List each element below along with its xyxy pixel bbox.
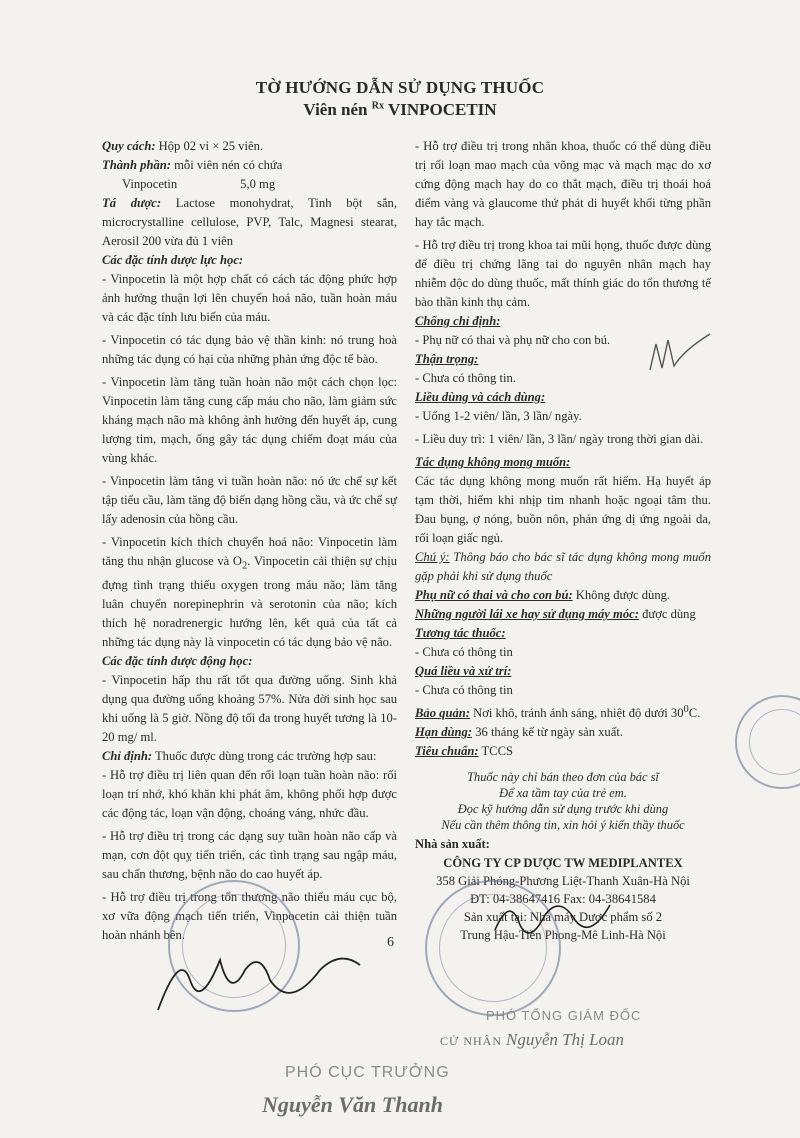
usage-notice: Thuốc này chỉ bán theo đơn của bác sĩ Để xa tầm tay của trẻ em. Đọc kỹ hướng dẫn sử dụng trước khi dùng Nếu cần thêm thông tin, xin hỏi ý kiến thầy thuốc bbox=[441, 770, 685, 833]
interaction-item: - Chưa có thông tin bbox=[415, 645, 513, 659]
storage-line: Bảo quản: Nơi khô, tránh ánh sáng, nhiệt độ dưới $30^0C$. bbox=[415, 704, 701, 721]
product-name: VINPOCETIN bbox=[387, 100, 497, 119]
note-line: Chú ý: Thông báo cho bác sĩ tác dụng không mong muốn gặp phải khi sử dụng thuốc bbox=[415, 550, 711, 583]
dosage-heading: Liều dùng và cách dùng: bbox=[415, 390, 546, 404]
document-header bbox=[0, 78, 800, 120]
pharmacokinetics-heading: Các đặc tính dược động học: bbox=[102, 653, 253, 668]
adverse-effects-heading: Tác dụng không mong muốn: bbox=[415, 455, 571, 469]
indication-item: - Hỗ trợ điều trị trong các dạng suy tuần hoàn não cấp và mạn, cơn đột quỵ tiến triển, các tình trạng sau ngập máu, sau chấn thương, bệnh não do cao huyết áp. bbox=[102, 828, 397, 881]
pharmacodynamics-item: - Vinpocetin là một hợp chất có cách tác động phức hợp ảnh hưởng thuận lợi lên chuyển hoá não, tuần hoàn máu và các đặc tính lưu biến của máu. bbox=[102, 272, 397, 324]
agency-signer-name: Nguyễn Văn Thanh bbox=[262, 1092, 443, 1117]
document-title: TỜ HƯỚNG DẪN SỬ DỤNG THUỐC bbox=[255, 78, 545, 97]
indication-item: - Hỗ trợ điều trị trong khoa tai mũi họng, thuốc được dùng để điều trị chứng lãng tai do nguyên nhân mạch hay nhiễm độc do dùng thuốc, mất thính giác do tổn thương tế bào thần kinh thụ cảm. bbox=[415, 238, 711, 309]
company-address: 358 Giải Phóng-Phương Liệt-Thanh Xuân-Hà Nội bbox=[436, 874, 690, 889]
contraindication-item: - Phụ nữ có thai và phụ nữ cho con bú. bbox=[415, 333, 611, 347]
indications-line: Chỉ định: Thuốc được dùng trong các trường hợp sau: bbox=[102, 748, 377, 763]
pharmacodynamics-item: - Vinpocetin làm tăng tuần hoàn não một cách chọn lọc: Vinpocetin làm tăng cung cấp máu cho não, làm giảm sức kháng mạch não mà không ảnh hưởng đến huyết áp, cung lượng tim, mạch, ống gây tác dụng chiếm đoạt máu của vùng khác. bbox=[102, 375, 397, 465]
manufacturer-heading: Nhà sản xuất: bbox=[415, 837, 490, 852]
overdose-item: - Chưa có thông tin bbox=[415, 683, 513, 697]
company-name: CÔNG TY CP DƯỢC TW MEDIPLANTEX bbox=[443, 856, 683, 871]
indication-item: - Hỗ trợ điều trị trong nhãn khoa, thuốc có thể dùng điều trị rối loạn mao mạch của võng mạc và mạch mạc do xơ cứng động mạch hay do co thắt mạch, điều trị thoái hoá điểm vàng và glaucome thứ phát di huyết khối từng phần hay tắc mạch. bbox=[415, 139, 711, 229]
contraindications-heading: Chống chỉ định: bbox=[415, 314, 501, 328]
pharmacodynamics-item: - Vinpocetin kích thích chuyển hoá não: Vinpocetin làm tăng thu nhận glucose và $O_2$. Vinpocetin cải thiện sự chịu đựng tình trạng thiếu oxygen trong máu não; làm tăng luân chuyển norepinephrin và serotonin của não; kích thích hệ noradrenergic hướng lên, kết quả của tất cả những tác dụng này là vinpocetin có tác dụng bảo vệ não. bbox=[102, 535, 397, 649]
standard-line: Tiêu chuẩn: TCCS bbox=[415, 744, 513, 759]
dosage-item: - Liều duy trì: 1 viên/ lần, 3 lần/ ngày trong thời gian dài. bbox=[415, 432, 704, 446]
adverse-effects-text: Các tác dụng không mong muốn rất hiếm. Hạ huyết áp tạm thời, hiếm khi nhịp tim nhanh hoặc ngoại tâm thu. Đau bụng, ợ nóng, buồn nôn, phản ứng dị ứng ngoài da, rối loạn giấc ngủ. bbox=[415, 474, 711, 545]
driving-line: Những người lái xe hay sử dụng máy móc: được dùng bbox=[415, 607, 696, 621]
company-signer-name: CỬ NHÂN Nguyễn Thị Loan bbox=[440, 1030, 625, 1049]
interactions-heading: Tương tác thuốc: bbox=[415, 626, 506, 640]
pregnancy-line: Phụ nữ có thai và cho con bú: Không được dùng. bbox=[415, 588, 671, 602]
agency-signer-role: PHÓ CỤC TRƯỞNG bbox=[285, 1064, 450, 1081]
factory-address: Trung Hậu-Tiền Phong-Mê Linh-Hà Nội bbox=[460, 928, 666, 943]
indication-item: - Hỗ trợ điều trị liên quan đến rối loạn tuần hoàn não: rối loạn trí nhớ, khó khăn khi phát âm, không phối hợp được các động tác, loạn vận động, choáng váng, nhức đầu. bbox=[102, 767, 397, 820]
precaution-item: - Chưa có thông tin. bbox=[415, 371, 516, 385]
pharmacodynamics-heading: Các đặc tính dược lực học: bbox=[102, 253, 244, 267]
composition-item: Vinpocetin 5,0 mg bbox=[122, 177, 276, 191]
initials-mark bbox=[640, 330, 720, 380]
company-phone: ĐT: 04-38647416 Fax: 04-38641584 bbox=[470, 892, 656, 907]
left-column bbox=[102, 137, 397, 945]
factory-name: Sản xuất tại: Nhà máy Dược phẩm số 2 bbox=[463, 910, 663, 925]
pharmacodynamics-item: - Vinpocetin có tác dụng bảo vệ thần kinh: nó trung hoà những tác dụng có hại của những phản ứng độc tế bào. bbox=[102, 333, 397, 366]
spec-line: Quy cách: Hộp 02 vỉ × 25 viên. bbox=[102, 139, 264, 153]
agency-signature bbox=[150, 940, 370, 1020]
composition-line: Thành phần: mỗi viên nén có chứa bbox=[102, 158, 283, 172]
excipients-line: Tá dược: Lactose monohydrat, Tinh bột sắn, microcrystalline cellulose, PVP, Talc, Magnesi stearat, Aerosil 200 vừa đủ 1 viên bbox=[102, 196, 397, 248]
document-subtitle: Viên nén $^{Rx}$ VINPOCETIN bbox=[303, 100, 497, 119]
overdose-heading: Quá liều và xử trí: bbox=[415, 664, 512, 678]
expiry-line: Hạn dùng: 36 tháng kể từ ngày sản xuất. bbox=[415, 725, 623, 740]
pharmacodynamics-item: - Vinpocetin làm tăng vi tuần hoàn não: nó ức chế sự kết tập tiểu cầu, làm tăng độ biến dạng hồng cầu, và ức chế sự lấy adenosin của hồng cầu. bbox=[102, 474, 397, 526]
edge-stamp bbox=[735, 695, 800, 789]
dosage-item: - Uống 1-2 viên/ lần, 3 lần/ ngày. bbox=[415, 409, 582, 423]
pharmacokinetics-item: - Vinpocetin hấp thu rất tốt qua đường uống. Sinh khả dụng qua đường uống khoảng 57%. Nửa đời sinh học sau khi uống là 5 giờ. Nồng độ tối đa trong huyết tương là 10- 20 mg/ ml. bbox=[102, 672, 397, 744]
company-signer-role: PHÓ TỔNG GIÁM ĐỐC bbox=[486, 1008, 642, 1023]
indication-item: - Hỗ trợ điều trị trong tổn thương não thiếu máu cục bộ, xơ vữa động mạch tiến triển, Vinpocetin cải thiện tuần hoàn nhánh bên. bbox=[102, 889, 397, 942]
company-signature bbox=[490, 890, 630, 950]
precautions-heading: Thận trọng: bbox=[415, 352, 479, 366]
rx-mark: Rx bbox=[371, 100, 384, 112]
page-number: 6 bbox=[387, 935, 394, 950]
right-column bbox=[415, 137, 711, 944]
